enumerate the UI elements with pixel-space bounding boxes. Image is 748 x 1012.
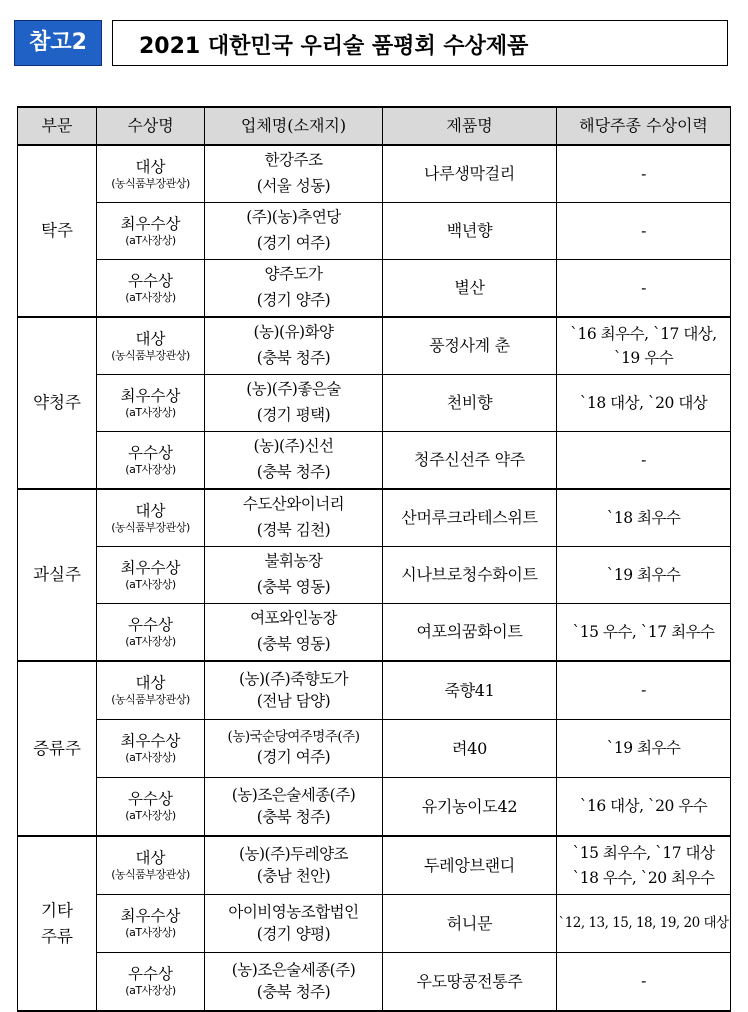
history-line: - bbox=[641, 681, 646, 700]
company-cell bbox=[205, 145, 383, 203]
award-cell bbox=[97, 836, 205, 895]
company-location: (충북 영동) bbox=[256, 578, 331, 596]
product-cell: 허니문 bbox=[383, 895, 557, 953]
category-line: 주류 bbox=[41, 926, 73, 946]
header-category: 부문 bbox=[18, 107, 97, 145]
company-location: (서울 성동) bbox=[256, 177, 331, 195]
award-name: 대상 bbox=[135, 329, 166, 348]
table-row bbox=[18, 604, 731, 662]
history-cell bbox=[557, 836, 731, 895]
category-cell: 증류주 bbox=[18, 661, 97, 836]
table-row bbox=[18, 547, 731, 604]
awards-table bbox=[17, 106, 731, 1012]
award-cell bbox=[97, 720, 205, 778]
company-cell bbox=[205, 317, 383, 375]
page-title: 2021 대한민국 우리술 품평회 수상제품 bbox=[139, 34, 529, 59]
history-line: - bbox=[641, 221, 646, 240]
award-name: 우수상 bbox=[128, 790, 173, 809]
company-location: (경기 여주) bbox=[256, 748, 331, 767]
product-cell: 려40 bbox=[383, 720, 557, 778]
history-line: `16 대상, `20 우수 bbox=[579, 797, 708, 816]
company-name: (농)조은술세종(주) bbox=[231, 960, 356, 979]
table-row bbox=[18, 778, 731, 837]
company-cell bbox=[205, 375, 383, 432]
award-cell bbox=[97, 203, 205, 260]
award-sub: (aT사장상) bbox=[125, 984, 176, 998]
header bbox=[14, 20, 728, 68]
table-row bbox=[18, 489, 731, 547]
company-location: (충북 영동) bbox=[256, 635, 331, 653]
company-cell bbox=[205, 604, 383, 662]
history-line: `18 최우수 bbox=[606, 508, 681, 527]
product-cell: 풍정사계 춘 bbox=[383, 317, 557, 375]
company-name: 여포와인농장 bbox=[250, 609, 337, 628]
award-name: 우수상 bbox=[128, 443, 173, 462]
product-cell: 청주신선주 약주 bbox=[383, 432, 557, 490]
company-name: (농)(주)신선 bbox=[253, 437, 334, 456]
award-sub: (aT사장상) bbox=[125, 634, 176, 648]
reference-badge: 참고2 bbox=[14, 20, 102, 66]
company-name: (농)(주)두레양조 bbox=[238, 844, 349, 863]
table-row bbox=[18, 375, 731, 432]
award-sub: (aT사장상) bbox=[125, 405, 176, 419]
table-row bbox=[18, 836, 731, 895]
award-cell bbox=[97, 317, 205, 375]
history-cell bbox=[557, 489, 731, 547]
award-sub: (농식품부장관상) bbox=[111, 868, 190, 882]
award-sub: (aT사장상) bbox=[125, 751, 176, 765]
history-cell bbox=[557, 547, 731, 604]
table-row bbox=[18, 661, 731, 720]
award-cell bbox=[97, 778, 205, 837]
company-cell bbox=[205, 895, 383, 953]
award-cell bbox=[97, 145, 205, 203]
history-line: `15 최우수, `17 대상 bbox=[572, 844, 715, 863]
history-line: `12, 13, 15, 18, 19, 20 대상 bbox=[558, 915, 729, 932]
award-name: 우수상 bbox=[128, 965, 173, 984]
award-name: 대상 bbox=[135, 501, 166, 520]
award-name: 대상 bbox=[135, 849, 166, 868]
award-sub: (aT사장상) bbox=[125, 809, 176, 823]
product-cell: 두레앙브랜디 bbox=[383, 836, 557, 895]
table-row bbox=[18, 145, 731, 203]
product-cell: 별산 bbox=[383, 260, 557, 318]
company-name: (농)(주)좋은술 bbox=[246, 380, 341, 399]
table-row bbox=[18, 203, 731, 260]
header-product: 제품명 bbox=[383, 107, 557, 145]
award-cell bbox=[97, 489, 205, 547]
history-line: `19 최우수 bbox=[606, 565, 681, 584]
company-location: (충남 천안) bbox=[256, 866, 331, 885]
company-name: 수도산와이너리 bbox=[242, 495, 345, 514]
history-cell bbox=[557, 317, 731, 375]
company-location: (경기 여주) bbox=[256, 234, 331, 252]
company-location: (경기 평택) bbox=[256, 406, 331, 424]
history-cell bbox=[557, 145, 731, 203]
history-line: `19 우수 bbox=[613, 349, 674, 367]
history-cell bbox=[557, 778, 731, 837]
product-cell: 유기농이도42 bbox=[383, 778, 557, 837]
award-cell bbox=[97, 604, 205, 662]
award-sub: (aT사장상) bbox=[125, 926, 176, 940]
product-cell: 산머루크라테스위트 bbox=[383, 489, 557, 547]
award-name: 최우수상 bbox=[120, 558, 181, 577]
company-location: (충북 청주) bbox=[256, 349, 331, 367]
company-cell bbox=[205, 953, 383, 1012]
award-sub: (aT사장상) bbox=[125, 233, 176, 247]
history-line: - bbox=[641, 972, 646, 991]
company-cell bbox=[205, 778, 383, 837]
category-line: 기타 bbox=[41, 900, 73, 920]
history-line: - bbox=[641, 450, 646, 469]
product-cell: 시나브로청수화이트 bbox=[383, 547, 557, 604]
award-sub: (aT사장상) bbox=[125, 290, 176, 304]
award-sub: (농식품부장관상) bbox=[111, 520, 190, 534]
company-name: (농)(주)죽향도가 bbox=[238, 669, 349, 688]
award-cell bbox=[97, 547, 205, 604]
award-cell bbox=[97, 953, 205, 1012]
award-sub: (농식품부장관상) bbox=[111, 348, 190, 362]
award-name: 대상 bbox=[135, 157, 166, 176]
product-cell: 죽향41 bbox=[383, 661, 557, 720]
category-cell bbox=[18, 836, 97, 1011]
category-cell: 탁주 bbox=[18, 145, 97, 317]
table-row bbox=[18, 260, 731, 318]
company-location: (충북 청주) bbox=[256, 463, 331, 481]
history-line: `18 우수, `20 최우수 bbox=[572, 868, 715, 887]
product-cell: 여포의꿈화이트 bbox=[383, 604, 557, 662]
history-cell bbox=[557, 953, 731, 1012]
company-name: 불휘농장 bbox=[264, 552, 323, 571]
award-cell bbox=[97, 375, 205, 432]
award-name: 우수상 bbox=[128, 615, 173, 634]
company-cell bbox=[205, 203, 383, 260]
award-name: 최우수상 bbox=[120, 732, 181, 751]
award-sub: (농식품부장관상) bbox=[111, 176, 190, 190]
company-cell bbox=[205, 432, 383, 490]
history-cell bbox=[557, 895, 731, 953]
company-cell bbox=[205, 547, 383, 604]
table-row bbox=[18, 317, 731, 375]
product-cell: 천비향 bbox=[383, 375, 557, 432]
table-row bbox=[18, 720, 731, 778]
history-cell bbox=[557, 203, 731, 260]
table-row bbox=[18, 895, 731, 953]
company-name: (주)(농)추연당 bbox=[246, 208, 341, 227]
company-cell bbox=[205, 489, 383, 547]
company-cell bbox=[205, 720, 383, 778]
award-sub: (aT사장상) bbox=[125, 577, 176, 591]
award-cell bbox=[97, 661, 205, 720]
history-cell bbox=[557, 375, 731, 432]
table-header-row bbox=[18, 107, 731, 145]
award-cell bbox=[97, 895, 205, 953]
category-cell: 약청주 bbox=[18, 317, 97, 489]
history-line: `16 최우수, `17 대상, bbox=[570, 324, 717, 343]
header-company: 업체명(소재지) bbox=[205, 107, 383, 145]
award-name: 대상 bbox=[135, 674, 166, 693]
company-location: (전남 담양) bbox=[256, 691, 331, 710]
history-cell bbox=[557, 661, 731, 720]
award-name: 최우수상 bbox=[120, 907, 181, 926]
company-name: (농)국순당여주명주(주) bbox=[227, 729, 360, 746]
award-name: 우수상 bbox=[128, 271, 173, 290]
award-name: 최우수상 bbox=[120, 214, 181, 233]
company-name: (농)조은술세종(주) bbox=[231, 785, 356, 804]
company-location: (경북 김천) bbox=[256, 521, 331, 539]
history-line: - bbox=[641, 164, 646, 183]
company-cell bbox=[205, 661, 383, 720]
header-history: 해당주종 수상이력 bbox=[557, 107, 731, 145]
history-line: - bbox=[641, 278, 646, 297]
product-cell: 우도땅콩전통주 bbox=[383, 953, 557, 1012]
company-location: (충북 청주) bbox=[256, 982, 331, 1001]
company-name: (농)(유)화양 bbox=[253, 323, 334, 342]
company-name: 양주도가 bbox=[264, 265, 323, 284]
product-cell: 백년향 bbox=[383, 203, 557, 260]
company-name: 한강주조 bbox=[264, 151, 323, 170]
history-line: `19 최우수 bbox=[606, 739, 681, 758]
award-name: 최우수상 bbox=[120, 386, 181, 405]
history-cell bbox=[557, 720, 731, 778]
table-row bbox=[18, 953, 731, 1012]
header-award: 수상명 bbox=[97, 107, 205, 145]
history-line: `15 우수, `17 최우수 bbox=[572, 622, 715, 641]
award-sub: (농식품부장관상) bbox=[111, 693, 190, 707]
award-cell bbox=[97, 432, 205, 490]
history-cell bbox=[557, 432, 731, 490]
company-cell bbox=[205, 260, 383, 318]
history-cell bbox=[557, 260, 731, 318]
company-name: 아이비영농조합법인 bbox=[228, 902, 359, 921]
award-sub: (aT사장상) bbox=[125, 462, 176, 476]
title-box bbox=[112, 20, 728, 66]
history-cell bbox=[557, 604, 731, 662]
table-row bbox=[18, 432, 731, 490]
product-cell: 나루생막걸리 bbox=[383, 145, 557, 203]
award-cell bbox=[97, 260, 205, 318]
history-line: `18 대상, `20 대상 bbox=[579, 393, 708, 412]
company-cell bbox=[205, 836, 383, 895]
company-location: (충북 청주) bbox=[256, 807, 331, 826]
category-cell: 과실주 bbox=[18, 489, 97, 661]
company-location: (경기 양평) bbox=[256, 924, 331, 943]
company-location: (경기 양주) bbox=[256, 291, 331, 309]
